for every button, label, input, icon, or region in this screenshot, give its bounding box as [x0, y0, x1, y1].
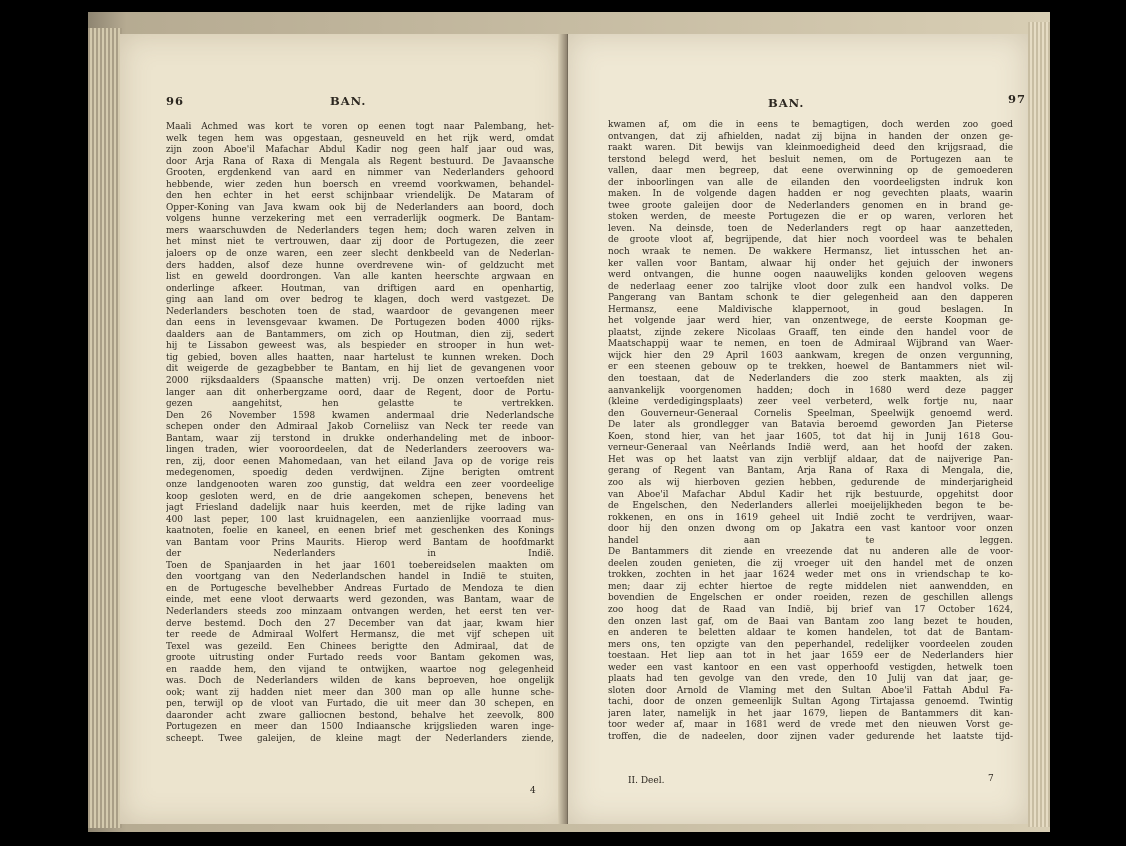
text-line: deelen zouden genieten, die zij vroeger uit den handel met de onzen	[608, 558, 1013, 569]
text-line: Hermansz, eene Maldivische klappernoot, in goud beslagen. In	[608, 304, 1013, 315]
text-line: daaronder acht zware galliocnen bestond, behalve het zeevolk, 800	[166, 710, 554, 721]
left-page	[120, 34, 566, 824]
text-line: van Aboe'il Mafachar Abdul Kadir het rijk bestuurde, opgehitst door	[608, 489, 1013, 500]
text-line: verneur-Generaal van Neêrlands Indië werd, aan het hoofd der zaken.	[608, 443, 1013, 454]
text-line: 400 last peper, 100 last kruidnagelen, een aanzienlijke voorraad mus-	[166, 514, 554, 525]
text-line: derve bestemd. Doch den 27 December van dat jaar, kwam hier	[166, 618, 554, 629]
text-line: kaatnoten, foelie en kaneel, en eenen brief met geschenken des Konings	[166, 526, 554, 537]
text-line: ter reede de Admiraal Wolfert Hermansz, die met vijf schepen uit	[166, 630, 554, 641]
text-line: tig gebied, boven alles haatten, naar hartelust te kunnen wreken. Doch	[166, 352, 554, 363]
text-line: ook; want zij hadden niet meer dan 300 man op alle hunne sche-	[166, 687, 554, 698]
text-line: er een steenen gebouw op te trekken, hoewel de Bantammers niet wil-	[608, 362, 1013, 373]
text-line: aanvankelijk voorgenomen hadden; doch in 1680 werd deze pagger	[608, 385, 1013, 396]
text-line: groote uitrusting onder Furtado reeds voor Bantam gekomen was,	[166, 653, 554, 664]
text-line: jagt Friesland dadelijk naar huis keerden, met de rijke lading van	[166, 503, 554, 514]
text-line: zoo als wij hierboven gezien hebben, gedurende de minderjarigheid	[608, 477, 1013, 488]
text-line: (kleine verdedigingsplaats) zeer veel verbeterd, welk fortje nu, naar	[608, 397, 1013, 408]
text-line: en anderen te beletten aldaar te komen handelen, tot dat de Bantam-	[608, 628, 1013, 639]
text-line: troffen, die de nadeelen, door zijnen vader gedurende het laatste tijd-	[608, 731, 1013, 742]
text-line: langer aan dit onherbergzame oord, daar de Regent, door de Portu-	[166, 387, 554, 398]
text-line: Nederlanders steeds zoo minzaam ontvangen werden, het eerst ten ver-	[166, 606, 554, 617]
text-line: de groote vloot af, begrijpende, dat hier noch voordeel was te behalen	[608, 235, 1013, 246]
right-page-edges	[1028, 22, 1050, 827]
open-book	[88, 12, 1050, 832]
text-line: de Engelschen, den Nederlanders allerlei moeijelijkheden begon te be-	[608, 501, 1013, 512]
text-line: Koen, stond hier, van het jaar 1605, tot dat hij in Junij 1618 Gou-	[608, 431, 1013, 442]
text-line: der Nederlanders in Indië.	[166, 549, 554, 560]
text-line: bovendien de Engelschen er onder roeiden, rezen de geschillen allengs	[608, 593, 1013, 604]
text-line: en de Portugesche bevelhebber Andreas Furtado de Mendoza te dien	[166, 583, 554, 594]
text-line: vallen, daar men begreep, dat eene overwinning op de gemoederen	[608, 166, 1013, 177]
volume-mark: II. Deel.	[628, 776, 665, 786]
text-line: Toen de Spanjaarden in het jaar 1601 toebereidselen maakten om	[166, 560, 554, 571]
text-line: Maali Achmed was kort te voren op eenen togt naar Palembang, het-	[166, 122, 554, 132]
page-mark-left: 4	[530, 786, 536, 796]
text-line: men; daar zij echter hiertoe de regte middelen niet aanwendden, en	[608, 581, 1013, 592]
text-line: medegenomen, spoedig deden verdwijnen. Zijne berigten omtrent	[166, 468, 554, 479]
text-line: dan eens in levensgevaar kwamen. De Portugezen boden 4000 rijks-	[166, 318, 554, 329]
text-line: zoo hoog dat de Raad van Indië, bij brief van 17 October 1624,	[608, 604, 1013, 615]
text-line: twee groote galeijen door de Nederlanders genomen en in brand ge-	[608, 200, 1013, 211]
text-line: werd ontvangen, die hunne oogen naauwelijks konden gelooven wegens	[608, 270, 1013, 281]
text-line: list en geweld doordrongen. Van alle kanten heerschte argwaan en	[166, 272, 554, 283]
text-line: het volgende jaar werd hier, van onzentwege, de eerste Koopman ge-	[608, 316, 1013, 327]
text-line: Texel was gezeild. Een Chinees berigtte den Admiraal, dat de	[166, 641, 554, 652]
text-line: en raadde hem, den vijand te ontwijken, waartoe nog gelegenheid	[166, 664, 554, 675]
text-line: ker vallen voor Bantam, alwaar hij onder het gejuich der inwoners	[608, 258, 1013, 269]
text-line: stoken werden, de meeste Portugezen die er op waren, verloren het	[608, 212, 1013, 223]
text-line: leven. Na deinsde, toen de Nederlanders regt op haar aanzetteden,	[608, 223, 1013, 234]
text-line: scheept. Twee galeijen, de kleine magt der Nederlanders ziende,	[166, 733, 554, 744]
text-line: sloten door Arnold de Vlaming met den Sultan Aboe'il Fattah Abdul Fa-	[608, 685, 1013, 696]
text-line: den onzen last gaf, om de Baai van Bantam zoo lang bezet te houden,	[608, 616, 1013, 627]
text-line: gerang of Regent van Bantam, Arja Rana of Raxa di Mengala, die,	[608, 466, 1013, 477]
text-line: Portugezen en meer dan 1500 Indiaansche krijgslieden waren inge-	[166, 722, 554, 733]
text-line: Bantam, waar zij terstond in drukke onderhandeling met de inboor-	[166, 433, 554, 444]
text-line: mers waarschuwden de Nederlanders tegen hem; doch waren zelven in	[166, 225, 554, 236]
text-line: de nederlaag eener zoo talrijke vloot door zulk een handvol volks. De	[608, 281, 1013, 292]
text-line: onze landgenooten waren zoo gunstig, dat weldra een zeer voordeelige	[166, 479, 554, 490]
text-line: Maatschappij waar te nemen, en toen de Admiraal Wijbrand van Waer-	[608, 339, 1013, 350]
text-line: mers ons, ten opzigte van den peperhandel, redelijker voordeelen zouden	[608, 639, 1013, 650]
text-line: dit weigerde de gezagbebber te Bantam, en hij liet de gevangenen voor	[166, 364, 554, 375]
text-line: Pangerang van Bantam schonk te dier gelegenheid aan den dapperen	[608, 293, 1013, 304]
text-line: ging aan land om over bedrog te klagen, doch werd vastgezet. De	[166, 295, 554, 306]
text-line: jaloers op de onze waren, een zeer slecht denkbeeld van de Nederlan-	[166, 249, 554, 260]
left-page-text	[166, 122, 554, 746]
text-line: ontvangen, dat zij afhielden, nadat zij bijna in handen der onzen ge-	[608, 131, 1013, 142]
text-line: maken. In de volgende dagen hadden er nog gevechten plaats, waarin	[608, 189, 1013, 200]
text-line: rokkenen, en ons in 1619 geheel uit Indië zocht te verdrijven, waar-	[608, 512, 1013, 523]
text-line: schepen onder den Admiraal Jakob Corneliisz van Neck ter reede van	[166, 422, 554, 433]
text-line: Opper-Koning van Java kwam ook bij de Nederlanders aan boord, doch	[166, 202, 554, 213]
text-line: van Bantam voor Prins Maurits. Hierop werd Bantam de hoofdmarkt	[166, 537, 554, 548]
text-line: den Gouverneur-Generaal Cornelis Speelman, Speelwijk genoemd werd.	[608, 408, 1013, 419]
text-line: 2000 rijksdaalders (Spaansche matten) vrij. De onzen vertoefden niet	[166, 376, 554, 387]
page-number-left: 96	[166, 94, 185, 108]
text-line: plaatst, zijnde zekere Nicolaas Graaff, ten einde den handel voor de	[608, 327, 1013, 338]
text-line: zijn zoon Aboe'il Mafachar Abdul Kadir nog geen half jaar oud was,	[166, 145, 554, 156]
text-line: pen, terwijl op de vloot van Furtado, die uit meer dan 30 schepen, en	[166, 699, 554, 710]
text-line: den hen echter in het eerst schijnbaar vriendelijk. De Mataram of	[166, 191, 554, 202]
right-page	[568, 34, 1028, 824]
running-header-left: BAN.	[330, 94, 367, 108]
text-line: ders hadden, alsof deze hunne overdrevene win- of geldzucht met	[166, 260, 554, 271]
text-line: door hij den onzen dwong om op Jakatra een vast kantoor voor onzen	[608, 524, 1013, 535]
text-line: kwamen af, om die in eens te bemagtigen, doch werden zoo goed	[608, 120, 1013, 130]
text-line: toor weder af, maar in 1681 werd de vrede met den nieuwen Vorst ge-	[608, 720, 1013, 731]
left-page-edges	[88, 28, 122, 828]
text-line: hebbende, wier zeden hun boersch en vreemd voorkwamen, behandel-	[166, 179, 554, 190]
text-line: daalders aan de Bantammers, om zich op Houtman, dien zij, sedert	[166, 329, 554, 340]
text-line: tachi, door de onzen gemeenlijk Sultan Agong Tirtajassa genoemd. Twintig	[608, 697, 1013, 708]
text-line: toestaan. Het liep aan tot in het jaar 1659 eer de Nederlanders hier	[608, 651, 1013, 662]
signature-mark: 7	[988, 774, 994, 784]
text-line: Den 26 November 1598 kwamen andermaal drie Nederlandsche	[166, 410, 554, 421]
text-line: Het was op het laatst van zijn verblijf aldaar, dat de naijverige Pan-	[608, 454, 1013, 465]
text-line: gezen aangehitst, hen gelastte te vertrekken.	[166, 399, 554, 410]
text-line: volgens hunne verzekering met een verraderlijk oogmerk. De Bantam-	[166, 214, 554, 225]
text-line: lingen traden, wier vooroordeelen, dat de Nederlanders zeeroovers wa-	[166, 445, 554, 456]
text-line: einde, met eene vloot derwaarts werd gezonden, was Bantam, waar de	[166, 595, 554, 606]
text-line: was. Doch de Nederlanders wilden de kans beproeven, hoe ongelijk	[166, 676, 554, 687]
text-line: plaats had ten gevolge van den vrede, den 10 Julij van dat jaar, ge-	[608, 674, 1013, 685]
text-line: onderlinge afkeer. Houtman, van driftigen aard en openhartig,	[166, 283, 554, 294]
text-line: den toestaan, dat de Nederlanders die zoo sterk maakten, als zij	[608, 374, 1013, 385]
right-page-text	[608, 120, 1013, 744]
text-line: door Arja Rana of Raxa di Mengala als Regent bestuurd. De Javaansche	[166, 156, 554, 167]
text-line: koop gesloten werd, en de drie aangekomen schepen, benevens het	[166, 491, 554, 502]
text-line: der inboorlingen van alle de eilanden den voordeeligsten indruk kon	[608, 177, 1013, 188]
running-header-right: BAN.	[768, 96, 805, 110]
text-line: wijck hier den 29 April 1603 aankwam, kregen de onzen vergunning,	[608, 350, 1013, 361]
text-line: De Bantammers dit ziende en vreezende dat nu anderen alle de voor-	[608, 547, 1013, 558]
text-line: het minst niet te vertrouwen, daar zij door de Portugezen, die zeer	[166, 237, 554, 248]
text-line: weder een vast kantoor en een vast opperhoofd vestigden, hetwelk toen	[608, 662, 1013, 673]
text-line: hij te Lissabon geweest was, als bespieder en strooper in hun wet-	[166, 341, 554, 352]
text-line: De later als grondlegger van Batavia beroemd geworden Jan Pieterse	[608, 420, 1013, 431]
text-line: terstond belegd werd, het besluit nemen, om de Portugezen aan te	[608, 154, 1013, 165]
text-line: noch wraak te nemen. De wakkere Hermansz, liet intusschen het an-	[608, 247, 1013, 258]
page-number-right: 97	[1008, 92, 1027, 106]
text-line: Grooten, ergdenkend van aard en nimmer van Nederlanders gehoord	[166, 168, 554, 179]
text-line: handel aan te leggen.	[608, 535, 1013, 546]
text-line: raakt waren. Dit bewijs van kleinmoedigheid deed den krijgsraad, die	[608, 143, 1013, 154]
text-line: jaren later, namelijk in het jaar 1679, liepen de Bantammers dit kan-	[608, 708, 1013, 719]
text-line: trokken, zochten in het jaar 1624 weder met ons in vriendschap te ko-	[608, 570, 1013, 581]
text-line: ren, zij, door eenen Mahomedaan, van het eiland Java op de vorige reis	[166, 456, 554, 467]
text-line: den voortgang van den Nederlandschen handel in Indië te stuiten,	[166, 572, 554, 583]
text-line: Nederlanders beschoten toen de stad, waardoor de gevangenen meer	[166, 306, 554, 317]
text-line: welk tegen hem was opgestaan, gesneuveld en het rijk werd, omdat	[166, 133, 554, 144]
